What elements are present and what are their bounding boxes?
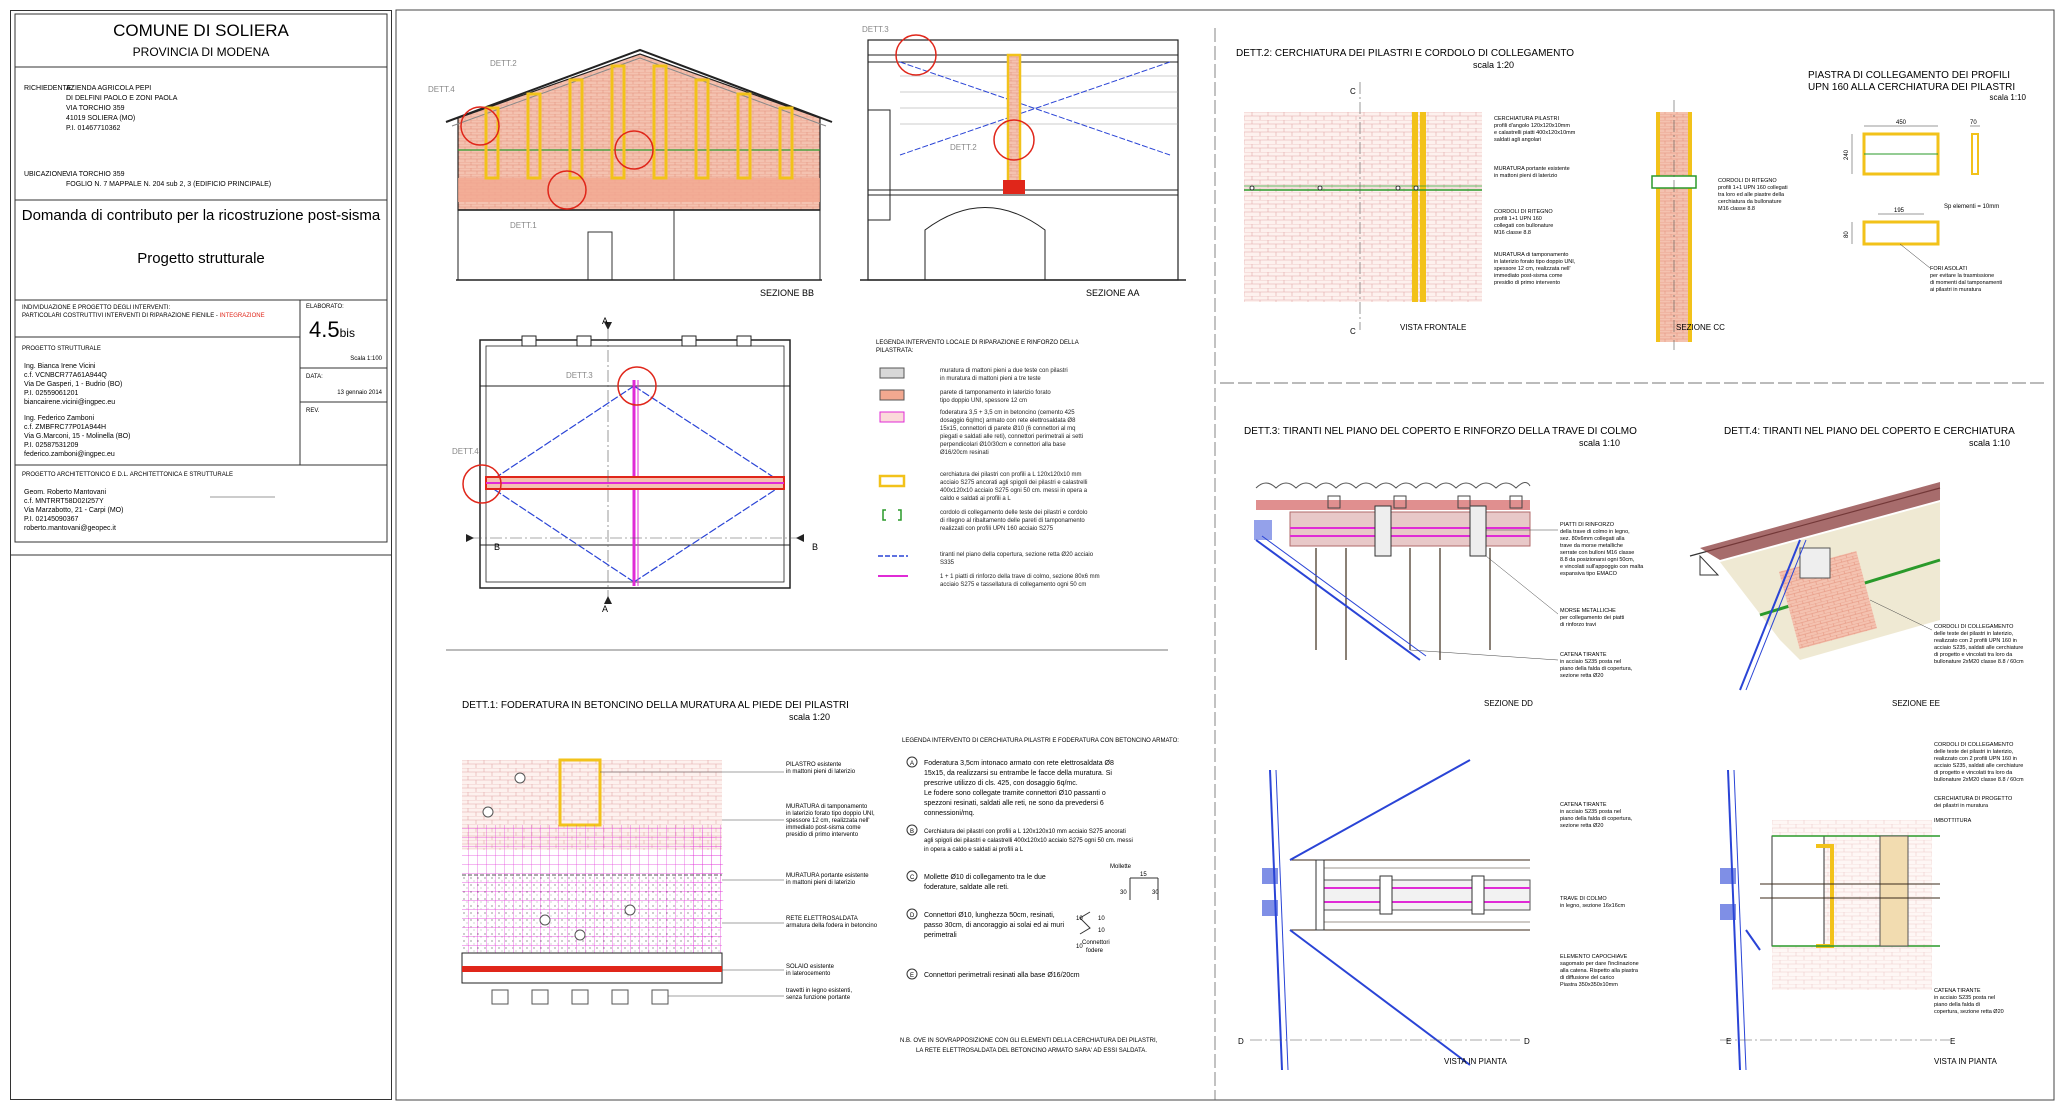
legend-swatch (880, 412, 904, 422)
progetto-strutturale-label: PROGETTO STRUTTURALE (22, 346, 101, 352)
sezione-aa-label: SEZIONE AA (1086, 288, 1140, 298)
sezione-bb-label: SEZIONE BB (760, 288, 815, 298)
dett1-legend-text: perimetrali (924, 932, 957, 939)
dett1-tag: DETT.1 (510, 221, 537, 230)
dett3-label: in acciaio S235 posta nel (1560, 659, 1622, 665)
dett4-label-b: in acciaio S235 posta nel (1934, 995, 1996, 1001)
dett1-legend-key: C (910, 875, 915, 881)
dett3-vista-pianta (1250, 760, 1530, 1070)
geom-line: Via Marzabotto, 21 - Carpi (MO) (24, 507, 124, 514)
legend-item-5: tiranti nel piano della copertura, sezione retta Ø20 acciaio (940, 552, 1094, 558)
pianta-drawing (463, 322, 804, 604)
dett4-tag: DETT.4 (428, 85, 455, 94)
piastra-dim: 240 (1844, 149, 1850, 160)
dett2-cc-label: cerchiatura da bullonature (1718, 199, 1782, 205)
dett3-label-b: sagomato per dare l'inclinazione (1560, 961, 1639, 967)
marker-b-left: B (494, 542, 501, 552)
elaborato-number: 4.5bis (309, 317, 355, 342)
legend-item-6b: acciaio S275 e tassellatura di collegamento ogni 50 cm (940, 582, 1087, 588)
dett2-label: in mattoni pieni di laterizio (1494, 173, 1558, 179)
dett1-legend-text: Cerchiatura dei pilastri con profili a L 120x120x10 mm acciaio S275 ancorati (924, 829, 1126, 835)
dett2-tag: DETT.2 (490, 59, 517, 68)
ing-line: Via G.Marconi, 15 - Molinella (BO) (24, 433, 131, 440)
sezione-bb-drawing (446, 50, 832, 280)
dett4-vista-pianta (1720, 770, 1950, 1070)
dett1-legend-key: B (910, 829, 915, 835)
dett4-label: di progetto e vincolati tra loro da (1934, 652, 2013, 658)
dett4-label-b: di progetto e vincolati tra loro da (1934, 770, 2013, 776)
dett2-label: saldati agli angolari (1494, 137, 1542, 143)
dett1-drawing (462, 760, 723, 1004)
dett2-label: M16 classe 8.8 (1494, 230, 1531, 236)
legend-item-3d: caldo e saldati ai profili a L (940, 496, 1011, 502)
dett3-label: 8.8 da posizionarsi ogni 50cm, (1560, 557, 1635, 563)
sezione-cc-label: SEZIONE CC (1676, 323, 1725, 332)
marker-b-right: B (812, 542, 819, 552)
dett1-label: immediato post-sisma come (786, 825, 861, 831)
dett3-label-b: sezione retta Ø20 (1560, 823, 1604, 829)
piastra-dim: 80 (1844, 231, 1850, 238)
dett2-sezione-cc (1652, 100, 1696, 350)
richiedente-line: DI DELFINI PAOLO E ZONI PAOLA (66, 95, 178, 102)
dett3-tag-plan: DETT.3 (566, 371, 593, 380)
ing-line: Via De Gasperi, 1 - Budrio (BO) (24, 381, 123, 388)
legend-item-3: cerchiatura dei pilastri con profili a L 120x120x10 mm (940, 472, 1082, 478)
legend-item-4: cordolo di collegamento delle teste dei pilastri e cordolo (940, 510, 1088, 516)
dett4-label-b: acciaio S235, saldati alle cerchiature (1934, 763, 2024, 769)
piastra-dim: 450 (1896, 120, 1907, 126)
ing-line: biancairene.vicini@ingpec.eu (24, 399, 116, 406)
legend-title: LEGENDA INTERVENTO LOCALE DI RIPARAZIONE E RINFORZO DELLA (876, 340, 1079, 346)
dett1-legend-text: passo 30cm, di ancoraggio ai solai ed ai muri (924, 922, 1065, 929)
data-label: DATA: (306, 374, 323, 380)
dett1-scale: scala 1:20 (788, 712, 830, 722)
ing-line: Ing. Federico Zamboni (24, 415, 95, 422)
legend-main-text (940, 368, 1100, 588)
dett4-label: realizzato con 2 profili UPN 160 in (1934, 638, 2017, 644)
dett3-label: serrate con bulloni M16 classe (1560, 550, 1635, 556)
elaborato-label: ELABORATO: (306, 304, 344, 310)
marker-a-bottom: A (602, 604, 609, 614)
legend-title: PILASTRATA: (876, 348, 914, 354)
piastra-title: UPN 160 ALLA CERCHIATURA DEI PILASTRI (1808, 82, 2016, 93)
dett4-label-b: bullonature 2xM20 classe 8.8 / 60cm (1934, 777, 2024, 783)
ing-line: P.I. 02559061201 (24, 390, 79, 397)
dett4-label-b: delle teste dei pilastri in laterizio, (1934, 749, 2014, 755)
individuazione-label: INDIVIDUAZIONE E PROGETTO DEGLI INTERVENTI: (22, 305, 171, 311)
dett1-label: RETE ELETTROSALDATA (786, 916, 858, 922)
dett1-label: MURATURA portante esistente (786, 873, 869, 879)
dett1-legend-text: spezzoni resinati, saldati alle reti, ne sono da prevedersi 6 (924, 800, 1104, 807)
dett3-label-b: CATENA TIRANTE (1560, 802, 1607, 808)
dett3-label-b: di diffusione del carico (1560, 975, 1615, 981)
dett4-label-b: piano della falda di (1934, 1002, 1980, 1008)
rev-label: REV. (306, 408, 320, 414)
legend-item-5b: S335 (940, 560, 955, 566)
dett4-bottom-labels (1934, 742, 2024, 1015)
dett2-label: MURATURA portante esistente (1494, 166, 1570, 172)
dett3-bottom-labels (1560, 802, 1639, 988)
dett3-label-b: alla catena. Rispetto alla piastra (1560, 968, 1638, 974)
dett3-label-b: piano della falda di copertura, (1560, 816, 1633, 822)
connettori-dim: 10 (1076, 944, 1083, 950)
dett1-label: senza funzione portante (786, 995, 851, 1001)
connettori-dim: 10 (1098, 928, 1105, 934)
ing-line: Ing. Bianca Irene Vicini (24, 363, 96, 370)
dett1-label: SOLAIO esistente (786, 964, 835, 970)
legend-item-1b: tipo doppio UNI, spessore 12 cm (940, 398, 1028, 404)
dett3-title: DETT.3: TIRANTI NEL PIANO DEL COPERTO E RINFORZO DELLA TRAVE DI COLMO (1244, 426, 1637, 437)
legend-item-2e: perpendicolari Ø10/30cm e connettori alla base (940, 442, 1066, 448)
fori-label: ai pilastri in muratura (1930, 287, 1982, 293)
richiedente-line: VIA TORCHIO 359 (66, 105, 125, 112)
legend-item-4c: realizzati con profili UPN 160 acciaio S275 (940, 526, 1054, 532)
legend-item-3b: acciaio S275 ancorati agli spigoli dei pilastri e calastrelli (940, 480, 1088, 486)
dett3-label: di rinforzo travi (1560, 622, 1597, 628)
marker-c-top: C (1350, 87, 1356, 96)
dett2-label: spessore 12 cm, realizzata nell' (1494, 266, 1571, 272)
dett1-label: in laterocemento (786, 971, 831, 977)
particolari-label: PARTICOLARI COSTRUTTIVI INTERVENTI DI RIPARAZIONE FIENILE - INTEGRAZIONE (22, 313, 265, 319)
dett2-cc-label: tra loro ed alle piastre della (1718, 192, 1785, 198)
dett2-label: profili d'angolo 120x120x10mm (1494, 123, 1570, 129)
dett3-label: PIATTI DI RINFORZO (1560, 522, 1614, 528)
dett3-sezione-dd (1254, 482, 1530, 660)
marker-d-left: D (1238, 1037, 1244, 1046)
scala-value: Scala 1:100 (350, 356, 382, 362)
dett1-legend-key: E (910, 973, 915, 979)
dett1-label: in mattoni pieni di laterizio (786, 880, 856, 886)
dett4-label-b: IMBOTTITURA (1934, 818, 1972, 824)
ing-line: federico.zamboni@ingpec.eu (24, 451, 115, 458)
dett2-tag-aa: DETT.2 (950, 143, 977, 152)
richiedente-label: RICHIEDENTE: (24, 85, 74, 92)
geom-line: Geom. Roberto Mantovani (24, 489, 107, 496)
dett3-label: per collegamento dei piatti (1560, 615, 1625, 621)
dett1-label: armatura della fodera in betoncino (786, 923, 878, 929)
provincia-title: PROVINCIA DI MODENA (132, 45, 270, 59)
legend-swatch (880, 476, 904, 486)
legend-item-2f: Ø16/20cm resinati (940, 450, 989, 456)
fori-label: FORI ASOLATI (1930, 266, 1968, 272)
richiedente-line: AZIENDA AGRICOLA PEPI (66, 85, 152, 92)
dett3-label: e vincolati sull'appoggio con malta (1560, 564, 1644, 570)
dett1-label: travetti in legno esistenti, (786, 988, 853, 994)
connettori-label: Connettori (1082, 940, 1110, 946)
dett1-label: PILASTRO esistente (786, 762, 842, 768)
legend-item-6: 1 + 1 piatti di rinforzo della trave di colmo, sezione 80x6 mm (940, 574, 1100, 580)
marker-c-bottom: C (1350, 327, 1356, 336)
richiedente-line: 41019 SOLIERA (MO) (66, 115, 136, 122)
dett1-legend-text: Le fodere sono collegate tramite connettori Ø10 passanti o (924, 790, 1106, 797)
dett4-label-b: realizzato con 2 profili UPN 160 in (1934, 756, 2017, 762)
dett4-title: DETT.4: TIRANTI NEL PIANO DEL COPERTO E CERCHIATURA (1724, 426, 2015, 437)
legend-swatch (880, 390, 904, 400)
dett3-label: sez. 80x6mm collegati alla (1560, 536, 1625, 542)
dett3-label: trave da morse metalliche (1560, 543, 1623, 549)
dett2-label: MURATURA di tamponamento (1494, 252, 1569, 258)
mollette-dim: 30 (1152, 890, 1159, 896)
marker-d-right: D (1524, 1037, 1530, 1046)
progetto-title: Progetto strutturale (137, 250, 265, 267)
dett3-label-b: TRAVE DI COLMO (1560, 896, 1607, 902)
dett1-label: presidio di primo intervento (786, 832, 859, 838)
piastra-dim: 70 (1970, 120, 1977, 126)
dett4-sezione-ee (1690, 482, 1940, 690)
dett4-label-b: copertura, sezione retta Ø20 (1934, 1009, 2004, 1015)
dett1-legend-text: Foderatura 3,5cm intonaco armato con rete elettrosaldata Ø8 (924, 760, 1114, 767)
dett1-legend-text: agli spigoli dei pilastri e calastrelli 400x120x10 acciaio S275 ogni 50 cm. messi (924, 838, 1133, 844)
dett3-label: della trave di colmo in legno, (1560, 529, 1630, 535)
comune-title: COMUNE DI SOLIERA (113, 21, 289, 40)
geom-line: roberto.mantovani@geopec.it (24, 525, 116, 532)
dett4-label: CORDOLI DI COLLEGAMENTO (1934, 624, 2014, 630)
dett2-label: immediato post-sisma come (1494, 273, 1563, 279)
sezione-aa-drawing (860, 35, 1186, 280)
dett3-label: MORSE METALLICHE (1560, 608, 1616, 614)
dett3-label: sezione retta Ø20 (1560, 673, 1604, 679)
dett2-cc-labels (1718, 178, 1788, 212)
dett3-label-b: ELEMENTO CAPOCHIAVE (1560, 954, 1628, 960)
dett2-cc-label: CORDOLI DI RITEGNO (1718, 178, 1777, 184)
piastra-dim: 195 (1894, 208, 1905, 214)
dett2-label: presidio di primo intervento (1494, 280, 1561, 286)
sezione-dd-label: SEZIONE DD (1484, 699, 1533, 708)
mollette-dim: 30 (1120, 890, 1127, 896)
dett3-tag: DETT.3 (862, 25, 889, 34)
ubicazione-line: VIA TORCHIO 359 (66, 171, 125, 178)
mollette-dim: 15 (1140, 872, 1147, 878)
dett4-label-b: dei pilastri in muratura (1934, 803, 1989, 809)
dett1-legend-text: Connettori perimetrali resinati alla base Ø16/20cm (924, 972, 1080, 979)
sezione-ee-label: SEZIONE EE (1892, 699, 1941, 708)
dett1-legend-text: prescrive utilizzo di cls. 425, con dosaggio 6q/mc. (924, 780, 1078, 787)
legend-swatch (883, 510, 901, 520)
dett4-label: delle teste dei pilastri in laterizio, (1934, 631, 2014, 637)
dett3-label: espansiva tipo EMACO (1560, 571, 1617, 577)
legend-swatch (880, 368, 904, 378)
dett3-label-b: in acciaio S235 posta nel (1560, 809, 1622, 815)
dett2-label: profili 1+1 UPN 160 (1494, 216, 1542, 222)
fori-label: per evitare la trasmissione (1930, 273, 1995, 279)
dett3-label-b: in legno, sezione 16x16cm (1560, 903, 1626, 909)
dett2-title: DETT.2: CERCHIATURA DEI PILASTRI E CORDOLO DI COLLEGAMENTO (1236, 48, 1575, 59)
dett1-label: MURATURA di tamponamento (786, 804, 868, 810)
marker-e-right: E (1950, 1037, 1956, 1046)
ing-line: c.f. VCNBCR77A61A944Q (24, 372, 107, 379)
dett4-tag-plan: DETT.4 (452, 447, 479, 456)
connettori-dim: 10 (1098, 916, 1105, 922)
legend-item-2: foderatura 3,5 + 3,5 cm in betoncino (cemento 425 (940, 410, 1075, 416)
dett1-legend-text: 15x15, da realizzarsi su entrambe le facce della muratura. Si (924, 770, 1112, 777)
dett2-label: CERCHIATURA PILASTRI (1494, 116, 1559, 122)
dett4-scale: scala 1:10 (1968, 438, 2010, 448)
dett1-label: in mattoni pieni di laterizio (786, 769, 856, 775)
dett4-label: acciaio S235, saldati alle cerchiature (1934, 645, 2024, 651)
dett3-label: CATENA TIRANTE (1560, 652, 1607, 658)
ing-line: P.I. 02587531209 (24, 442, 79, 449)
dett4-label-b: CATENA TIRANTE (1934, 988, 1981, 994)
dett2-vista-frontale (1244, 82, 1482, 330)
dett2-cc-label: profili 1+1 UPN 160 collegati (1718, 185, 1788, 191)
marker-a-top: A (602, 316, 609, 326)
vista-pianta-label-ee: VISTA IN PIANTA (1934, 1057, 1997, 1066)
dett4-label-b: CERCHIATURA DI PROGETTO (1934, 796, 2013, 802)
dett1-legend-key: A (910, 761, 915, 767)
dett1-title: DETT.1: FODERATURA IN BETONCINO DELLA MURATURA AL PIEDE DEI PILASTRI (462, 700, 849, 711)
dett4-top-labels (1934, 624, 2024, 665)
dett2-label: in laterizio forato tipo doppio UNI, (1494, 259, 1576, 265)
marker-e-left: E (1726, 1037, 1732, 1046)
legend-item-2d: piegati e saldati alle reti), connettori perimetrali ai setti (940, 434, 1084, 440)
mollette-label: Mollette (1110, 864, 1132, 870)
dett1-legend-text: Mollette Ø10 di collegamento tra le due (924, 874, 1046, 881)
dett2-label: collegati con bullonature (1494, 223, 1554, 229)
progetto-arch-label: PROGETTO ARCHITETTONICO E D.L. ARCHITETTONICA E STRUTTURALE (22, 472, 234, 478)
data-value: 13 gennaio 2014 (337, 390, 382, 396)
dett1-labels (786, 762, 878, 1001)
piastra-scale: scala 1:10 (1989, 93, 2026, 102)
connettori-dim: 10 (1076, 916, 1083, 922)
legend-item-0b: in muratura di mattoni pieni a tre teste (940, 376, 1041, 382)
dett1-legend-text: connessioni/mq. (924, 810, 975, 817)
dett1-legend-key: D (910, 913, 915, 919)
dett1-legend-text: foderature, saldate alle reti. (924, 884, 1009, 891)
piastra-detail (1808, 70, 2027, 293)
dett1-legend-title: LEGENDA INTERVENTO DI CERCHIATURA PILASTRI E FODERATURA CON BETONCINO ARMATO: (902, 738, 1179, 744)
ubicazione-label: UBICAZIONE : (24, 171, 71, 178)
dett2-label: e calastrelli piatti 400x120x10mm (1494, 130, 1576, 136)
nb-note: LA RETE ELETTROSALDATA DEL BETONCINO ARMATO SARA' AD ESSI SALDATA. (916, 1048, 1147, 1054)
dett2-scale: scala 1:20 (1472, 60, 1514, 70)
legend-item-2b: dosaggio 6q/mc) armato con rete elettrosaldata Ø8 (940, 418, 1076, 424)
dett3-top-labels (1560, 522, 1644, 679)
legend-item-4b: di ritegno al ribaltamento delle pareti di tamponamento (940, 518, 1085, 524)
mollette-symbol (1130, 878, 1158, 900)
dett1-legend-text: in opera a caldo e saldati ai profili a L (924, 847, 1024, 853)
dett2-cc-label: M16 classe 8.8 (1718, 206, 1755, 212)
dett1-label: in laterizio forato tipo doppio UNI, (786, 811, 875, 817)
dett4-label: bullonature 2xM20 classe 8.8 / 60cm (1934, 659, 2024, 665)
piastra-sp: Sp elementi = 10mm (1944, 204, 2000, 210)
dett3-label-b: Piastra 350x350x10mm (1560, 982, 1618, 988)
legend-item-2c: 15x15, connettori di parete Ø10 (6 connettori al mq (940, 426, 1076, 432)
dett3-scale: scala 1:10 (1578, 438, 1620, 448)
geom-line: c.f. MNTRRT58D02I257Y (24, 498, 104, 505)
fodere-label: fodere (1086, 948, 1104, 954)
ing-line: c.f. ZMBFRC77P01A944H (24, 424, 107, 431)
geom-line: P.I. 02145090367 (24, 516, 79, 523)
vista-pianta-label-dd: VISTA IN PIANTA (1444, 1057, 1507, 1066)
richiedente-line: P.I. 01467710362 (66, 125, 121, 132)
nb-note: N.B. OVE IN SOVRAPPOSIZIONE CON GLI ELEMENTI DELLA CERCHIATURA DEI PILASTRI, (900, 1038, 1158, 1044)
dett1-label: spessore 12 cm, realizzata nell' (786, 818, 870, 824)
piastra-title: PIASTRA DI COLLEGAMENTO DEI PROFILI (1808, 70, 2011, 81)
dett1-legend (900, 738, 1179, 1054)
domanda-title: Domanda di contributo per la ricostruzione post-sisma (21, 207, 381, 224)
vista-frontale-label: VISTA FRONTALE (1400, 323, 1467, 332)
dett1-legend-text: Connettori Ø10, lunghezza 50cm, resinati, (924, 912, 1055, 919)
dett2-label: CORDOLI DI RITEGNO (1494, 209, 1553, 215)
dett3-label: piano della falda di copertura, (1560, 666, 1633, 672)
dett4-label-b: CORDOLI DI COLLEGAMENTO (1934, 742, 2014, 748)
legend-item-1: parete di tamponamento in laterizio forato (940, 390, 1051, 396)
legend-item-0: muratura di mattoni pieni a due teste con pilastri (940, 368, 1068, 374)
fori-label: di momenti dal tamponamenti (1930, 280, 2003, 286)
dett2-front-labels (1494, 116, 1576, 286)
legend-item-3c: 400x120x10 acciaio S275 ogni 50 cm. messi in opera a (940, 488, 1088, 494)
ubicazione-line: FOGLIO N. 7 MAPPALE N. 204 sub 2, 3 (EDIFICIO PRINCIPALE) (66, 181, 272, 188)
